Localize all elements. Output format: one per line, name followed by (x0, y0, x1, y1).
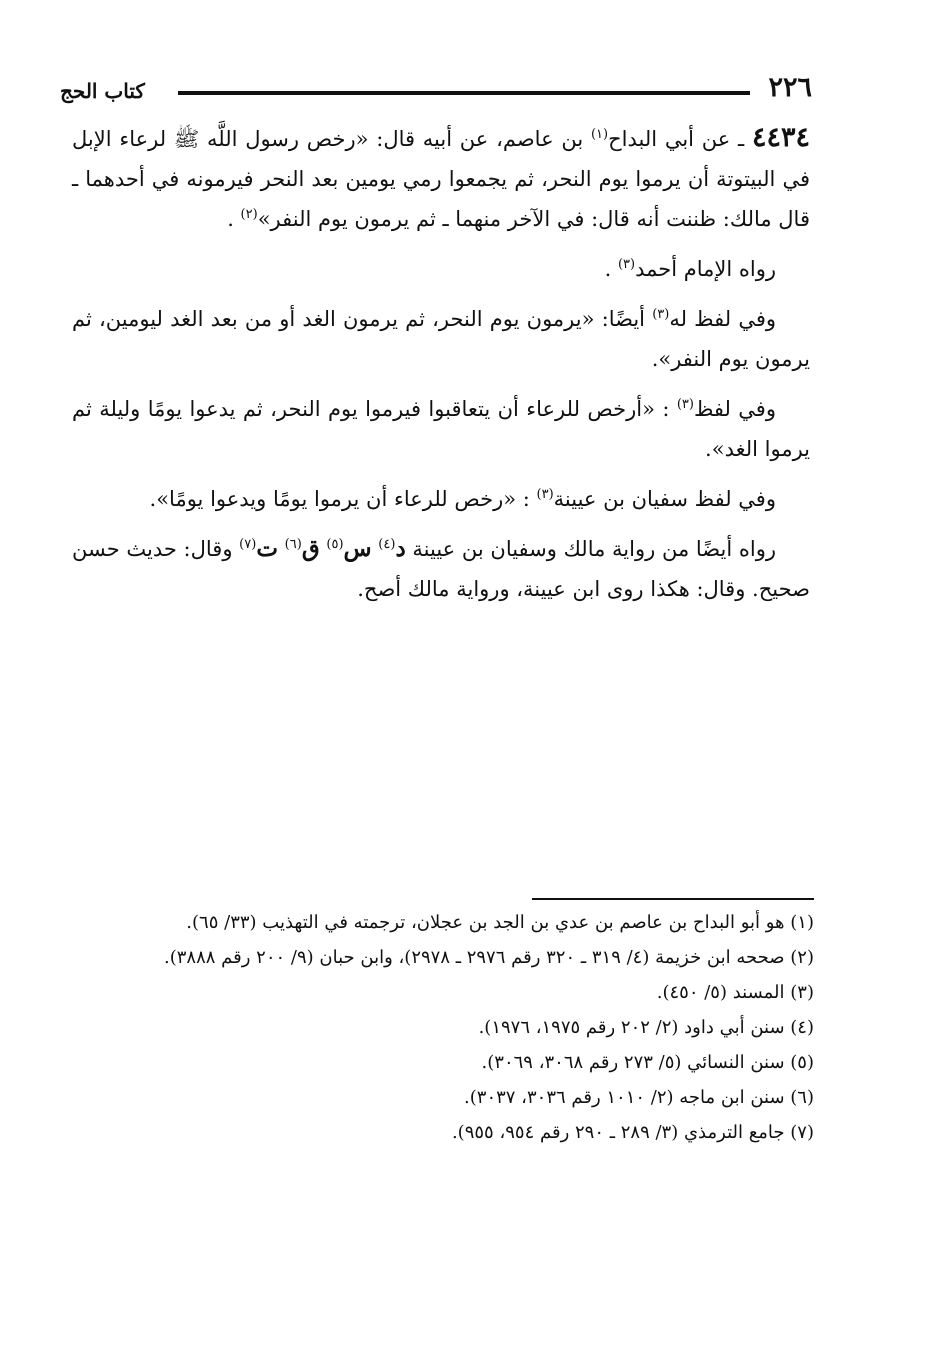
hadith-paragraph (72, 118, 810, 239)
wording-ahmad-2 (72, 299, 810, 379)
wording-ahmad-3-text-2: : «أرخص للرعاء أن يتعاقبوا فيرموا يوم النحر، ثم يدعوا يومًا وليلة ثم يرموا الغد». (72, 397, 810, 461)
footnote-ref-2[interactable]: (٢) (240, 207, 258, 222)
narration-ahmad-end: . (604, 257, 618, 281)
footnote-ref-7[interactable]: (٧) (239, 537, 257, 552)
footnote-ref-4[interactable]: (٤) (378, 537, 396, 552)
footnote-1: (١) هو أبو البداح بن عاصم بن عدي بن الجد بن عجلان، ترجمته في التهذيب (٣٣/ ٦٥). (186, 912, 814, 933)
siglum-ibn-majah: ق (301, 535, 320, 562)
wording-sufyan (72, 479, 810, 519)
other-narrations (72, 529, 810, 609)
footnote-ref-3d[interactable]: (٣) (536, 487, 554, 502)
wording-sufyan-text-2: : «رخص للرعاء أن يرموا يومًا ويدعوا يومًا». (149, 487, 537, 511)
footnote-ref-3c[interactable]: (٣) (676, 397, 694, 412)
wording-sufyan-text-1: وفي لفظ سفيان بن عيينة (553, 487, 776, 511)
hadith-number: ٤٤٣٤ (751, 122, 810, 153)
footnote-5: (٥) سنن النسائي (٥/ ٢٧٣ رقم ٣٠٦٨، ٣٠٦٩). (481, 1052, 814, 1073)
header-rule (178, 91, 750, 95)
footnote-ref-5[interactable]: (٥) (326, 537, 344, 552)
footnotes-section (86, 898, 814, 1151)
wording-ahmad-3-text-1: وفي لفظ (693, 397, 776, 421)
siglum-tirmidhi: ت (256, 535, 278, 562)
narration-ahmad (72, 249, 810, 289)
footnote-ref-1[interactable]: (١) (590, 127, 609, 142)
narration-ahmad-text: رواه الإمام أحمد (635, 257, 776, 281)
siglum-abu-dawud: د (395, 535, 406, 562)
footnote-2: (٢) صححه ابن خزيمة (٤/ ٣١٩ ـ ٣٢٠ رقم ٢٩٧٦ ـ ٢٩٧٨)، وابن حبان (٩/ ٢٠٠ رقم ٣٨٨٨). (164, 947, 814, 968)
footnote-4: (٤) سنن أبي داود (٢/ ٢٠٢ رقم ١٩٧٥، ١٩٧٦). (478, 1017, 814, 1038)
running-title: كتاب الحج (60, 79, 145, 103)
other-narrations-text-2: وقال: حديث حسن صحيح. وقال: هكذا روى ابن عيينة، ورواية مالك أصح. (72, 537, 810, 601)
footnote-7: (٧) جامع الترمذي (٣/ ٢٨٩ ـ ٢٩٠ رقم ٩٥٤، ٩٥٥). (451, 1122, 814, 1143)
siglum-nasai: س (343, 535, 372, 562)
hadith-text-3: . (227, 207, 241, 231)
footnote-ref-3[interactable]: (٣) (617, 257, 636, 272)
other-narrations-text-1: رواه أيضًا من رواية مالك وسفيان بن عيينة (405, 537, 776, 561)
page-header (60, 70, 812, 114)
wording-ahmad-2-text-2: أيضًا: «يرمون يوم النحر، ثم يرمون الغد أو من بعد الغد ليومين، ثم يرمون يوم النفر». (72, 307, 810, 371)
wording-ahmad-2-text-1: وفي لفظ له (669, 307, 776, 331)
footnote-rule (532, 898, 814, 900)
hadith-text-1: ـ عن أبي البداح (608, 127, 745, 151)
footnote-ref-3b[interactable]: (٣) (652, 307, 670, 322)
footnote-3: (٣) المسند (٥/ ٤٥٠). (656, 982, 814, 1003)
page-number: ٢٢٦ (768, 72, 812, 103)
footnote-ref-6[interactable]: (٦) (284, 537, 302, 552)
footnote-6: (٦) سنن ابن ماجه (٢/ ١٠١٠ رقم ٣٠٣٦، ٣٠٣٧). (464, 1087, 814, 1108)
main-text (72, 118, 810, 619)
hadith-text-2: بن عاصم، عن أبيه قال: «رخص رسول اللَّه ﷺ لرعاء الإبل في البيتوتة أن يرموا يوم النحر، ثم يجمعوا رمي يومين بعد النحر فيرمونه في أحدهما ـ قال مالك: ظننت أنه قال: في الآخر منهما ـ ثم يرمون يوم النفر» (72, 127, 810, 231)
wording-ahmad-3 (72, 389, 810, 469)
